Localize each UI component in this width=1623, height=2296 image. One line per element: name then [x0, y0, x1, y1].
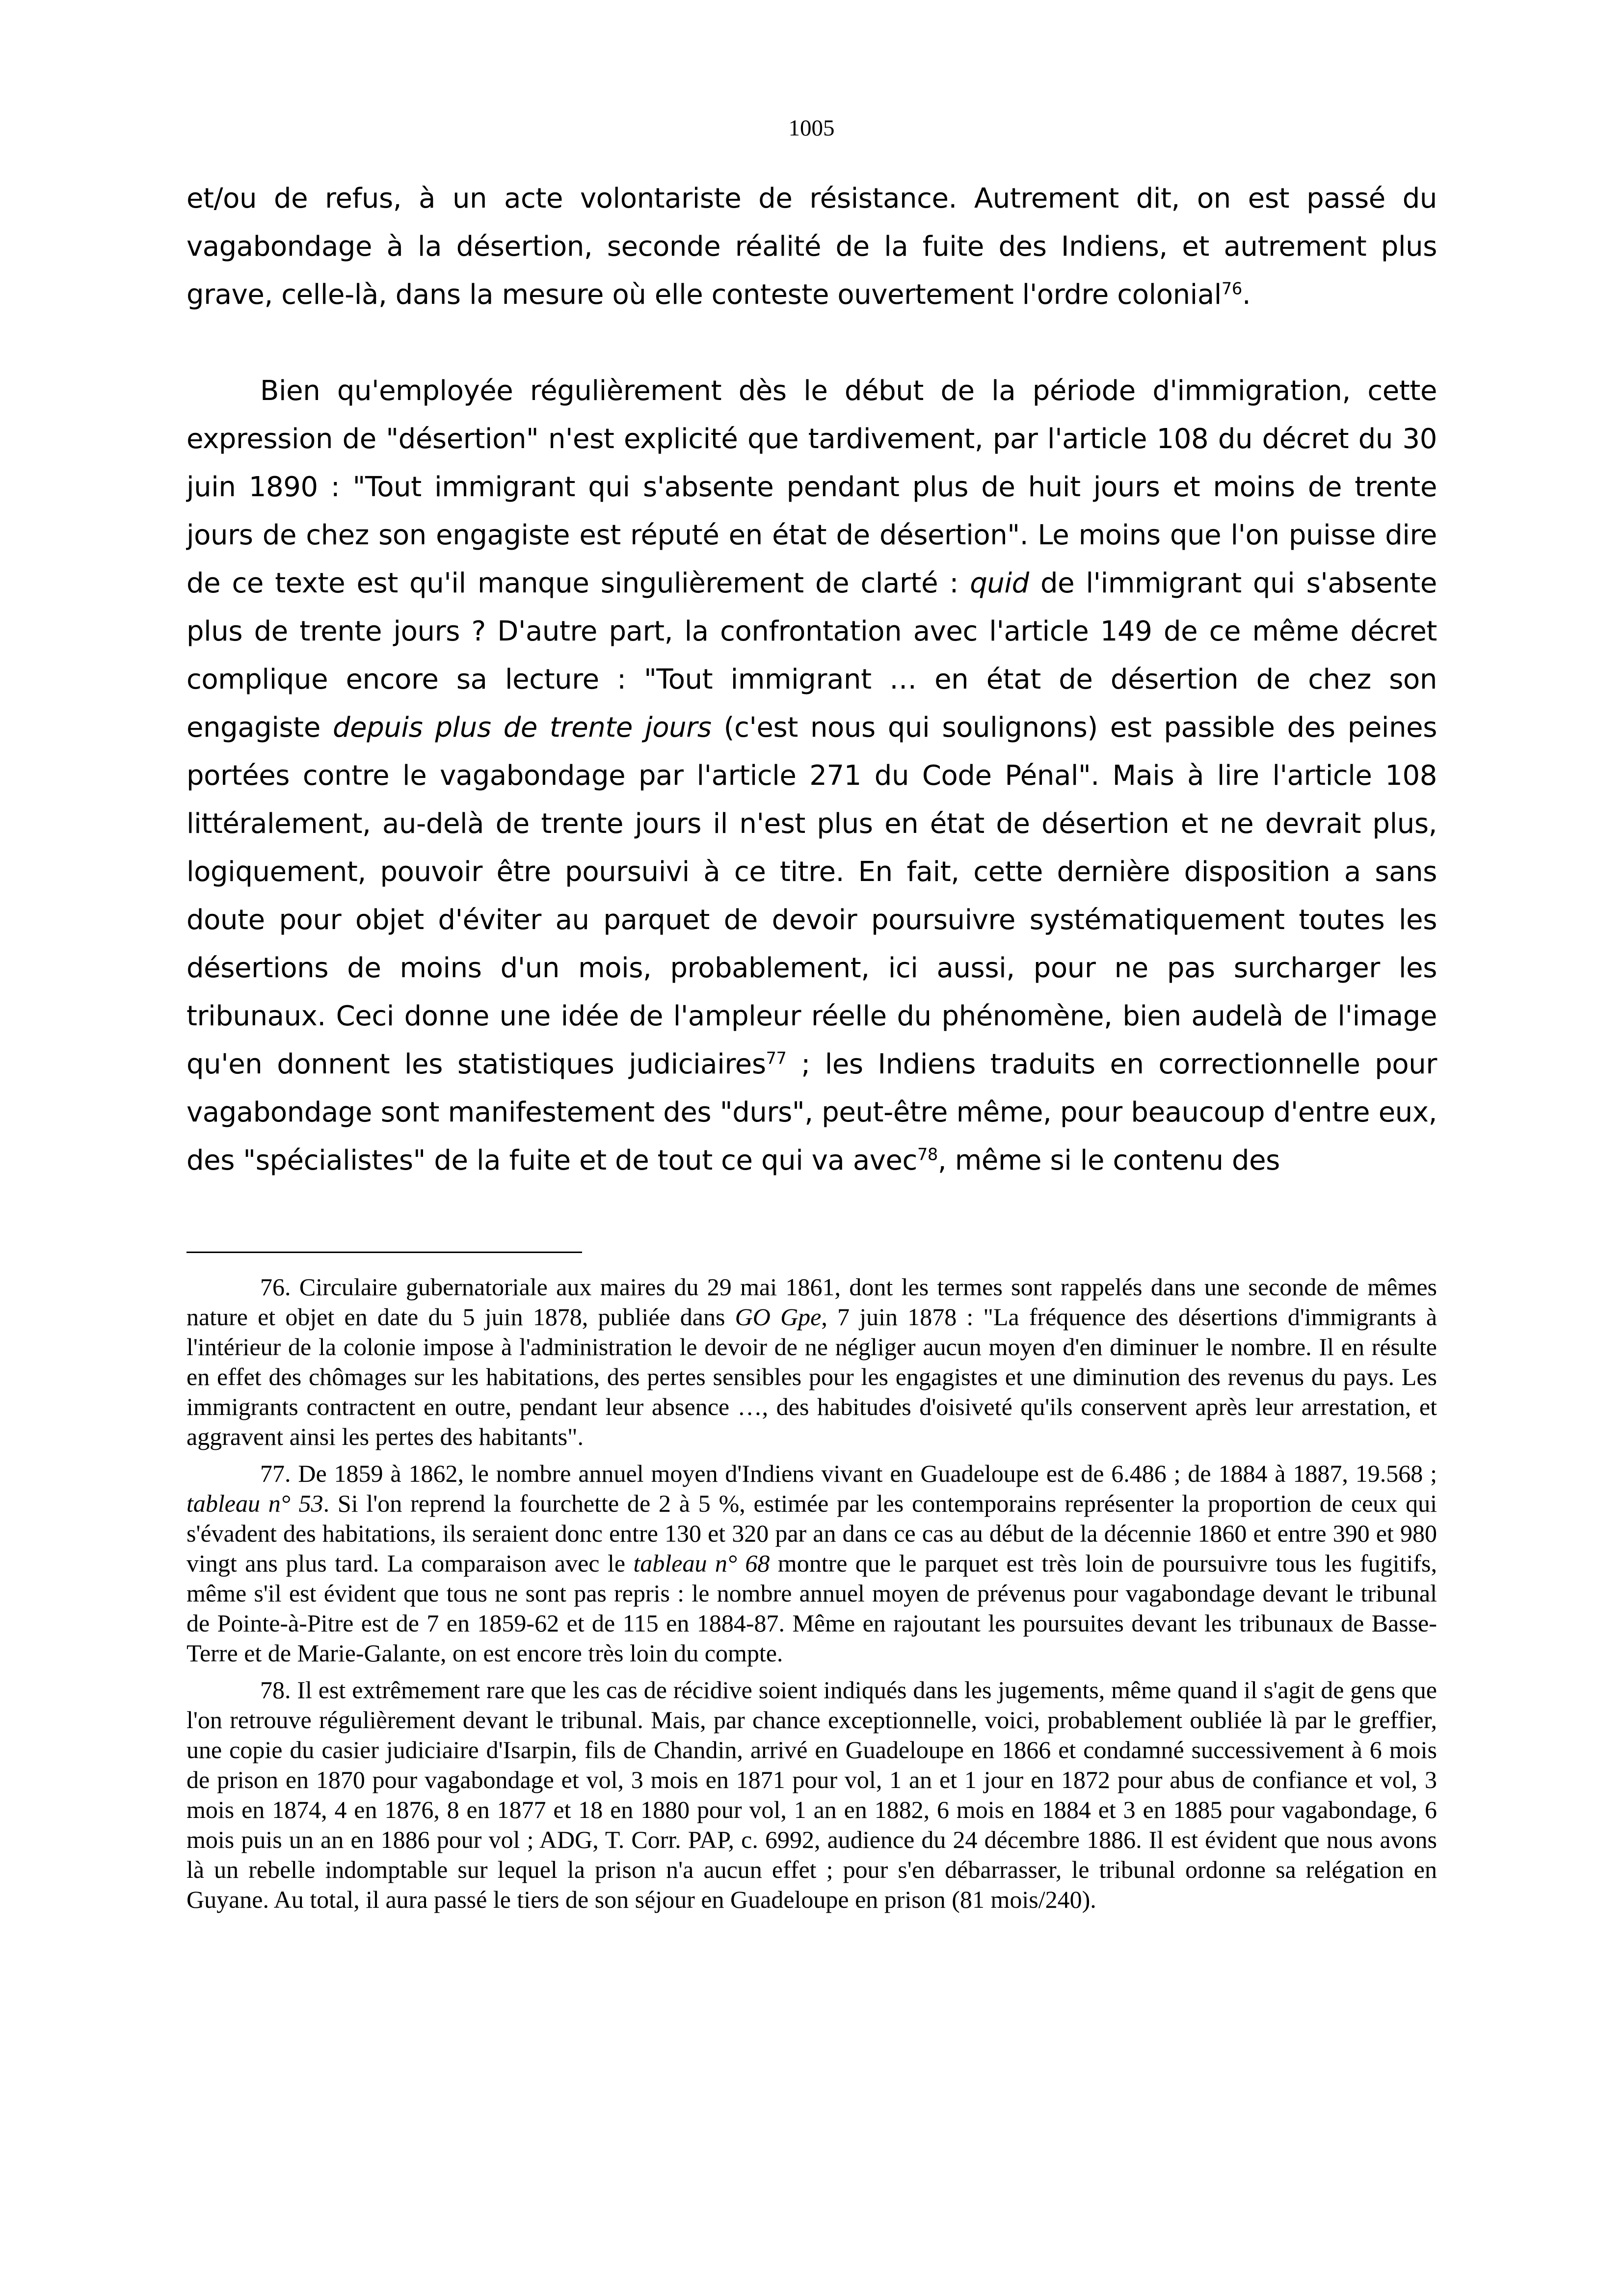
- footnote-78: 78. Il est extrêmement rare que les cas de récidive soient indiqués dans les jugements, même quand il s'agit de gens que l'on retrouve régulièrement devant le tribunal. Mais, par chance exceptionnelle, voici, probablement oubliée là par le greffier, une copie du casier judiciaire d'Isarpin, fils de Chandin, arrivé en Guadeloupe en 1866 et condamné successivement à 6 mois de prison en 1870 pour vagabondage et vol, 3 mois en 1871 pour vol, 1 an et 1 jour en 1872 pour abus de confiance et vol, 3 mois en 1874, 4 en 1876, 8 en 1877 et 18 en 1880 pour vol, 1 an en 1882, 6 mois en 1884 et 3 en 1885 pour vagabondage, 6 mois puis un an en 1886 pour vol ; ADG, T. Corr. PAP, c. 6992, audience du 24 décembre 1886. Il est évident que nous avons là un rebelle indomptable sur lequel la prison n'a aucun effet ; pour s'en débarrasser, le tribunal ordonne sa relégation en Guyane. Au total, il aura passé le tiers de son séjour en Guadeloupe en prison (81 mois/240).: [186, 1676, 1437, 1913]
- footnote-ref-76[interactable]: 76: [1221, 279, 1242, 298]
- page-number: 1005: [788, 115, 835, 141]
- paragraph-2: Bien qu'employée régulièrement dès le début de la période d'immigration, cette expression de "désertion" n'est explicité que tardivement, par l'article 108 du décret du 30 juin 1890 : "Tout immigrant qui s'absente pendant plus de huit jours et moins de trente jours de chez son engagiste est réputé en état de désertion". Le moins que l'on puisse dire de ce texte est qu'il manque singulièrement de clarté : quid de l'immigrant qui s'absente plus de trente jours ? D'autre part, la confrontation avec l'article 149 de ce même décret complique encore sa lecture : "Tout immigrant … en état de désertion de chez son engagiste depuis plus de trente jours (c'est nous qui soulignons) est passible des peines portées contre le vagabondage par l'article 271 du Code Pénal". Mais à lire l'article 108 littéralement, au-delà de trente jours il n'est plus en état de désertion et ne devrait plus, logiquement, pouvoir être poursuivi à ce titre. En fait, cette dernière disposition a sans doute pour objet d'éviter au parquet de devoir poursuivre systématiquement toutes les désertions de moins d'un mois, probablement, ici aussi, pour ne pas surcharger les tribunaux. Ceci donne une idée de l'ampleur réelle du phénomène, bien audelà de l'image qu'en donnent les statistiques judiciaires$^{77}$ ; les Indiens traduits en correctionnelle pour vagabondage sont manifestement des "durs", peut-être même, pour beaucoup d'entre eux, des "spécialistes" de la fuite et de tout ce qui va avec$^{78}$, même si le contenu des: [186, 375, 1437, 1176]
- footnote-ref-77[interactable]: 77: [766, 1048, 787, 1068]
- italic-emphasis: depuis plus de trente jours: [333, 712, 712, 744]
- main-text: [186, 175, 1437, 1185]
- footnote-ref-78[interactable]: 78: [917, 1145, 938, 1164]
- footnote-77: 77. De 1859 à 1862, le nombre annuel moyen d'Indiens vivant en Guadeloupe est de 6.486 ; de 1884 à 1887, 19.568 ; tableau n° 53. Si l'on reprend la fourchette de 2 à 5 %, estimée par les contemporains représenter la proportion de ceux qui s'évadent des habitations, ils seraient donc entre 130 et 320 par an dans ce cas au début de la décennie 1860 et entre 390 et 980 vingt ans plus tard. La comparaison avec le tableau n° 68 montre que le parquet est très loin de poursuivre tous les fugitifs, même s'il est évident que tous ne sont pas repris : le nombre annuel moyen de prévenus pour vagabondage devant le tribunal de Pointe-à-Pitre est de 7 en 1859-62 et de 115 en 1884-87. Même en rajoutant les poursuites devant les tribunaux de Basse-Terre et de Marie-Galante, on est encore très loin du compte.: [186, 1460, 1437, 1667]
- footnotes: [186, 1272, 1437, 1922]
- paragraph-1: et/ou de refus, à un acte volontariste de résistance. Autrement dit, on est passé du vagabondage à la désertion, seconde réalité de la fuite des Indiens, et autrement plus grave, celle-là, dans la mesure où elle conteste ouvertement l'ordre colonial$^{76}$.: [186, 183, 1437, 311]
- footnote-76: 76. Circulaire gubernatoriale aux maires du 29 mai 1861, dont les termes sont rappelés dans une seconde de mêmes nature et objet en date du 5 juin 1878, publiée dans GO Gpe, 7 juin 1878 : "La fréquence des désertions d'immigrants à l'intérieur de la colonie impose à l'administration le devoir de ne négliger aucun moyen d'en diminuer le nombre. Il en résulte en effet des chômages sur les habitations, des pertes sensibles pour les engagistes et une diminution des revenus du pays. Les immigrants contractent en outre, pendant leur absence …, des habitudes d'oisiveté qu'ils conservent après leur arrestation, et aggravent ainsi les pertes des habitants".: [186, 1273, 1437, 1450]
- italic-quid: quid: [970, 567, 1029, 599]
- footnote-separator: [186, 1252, 582, 1253]
